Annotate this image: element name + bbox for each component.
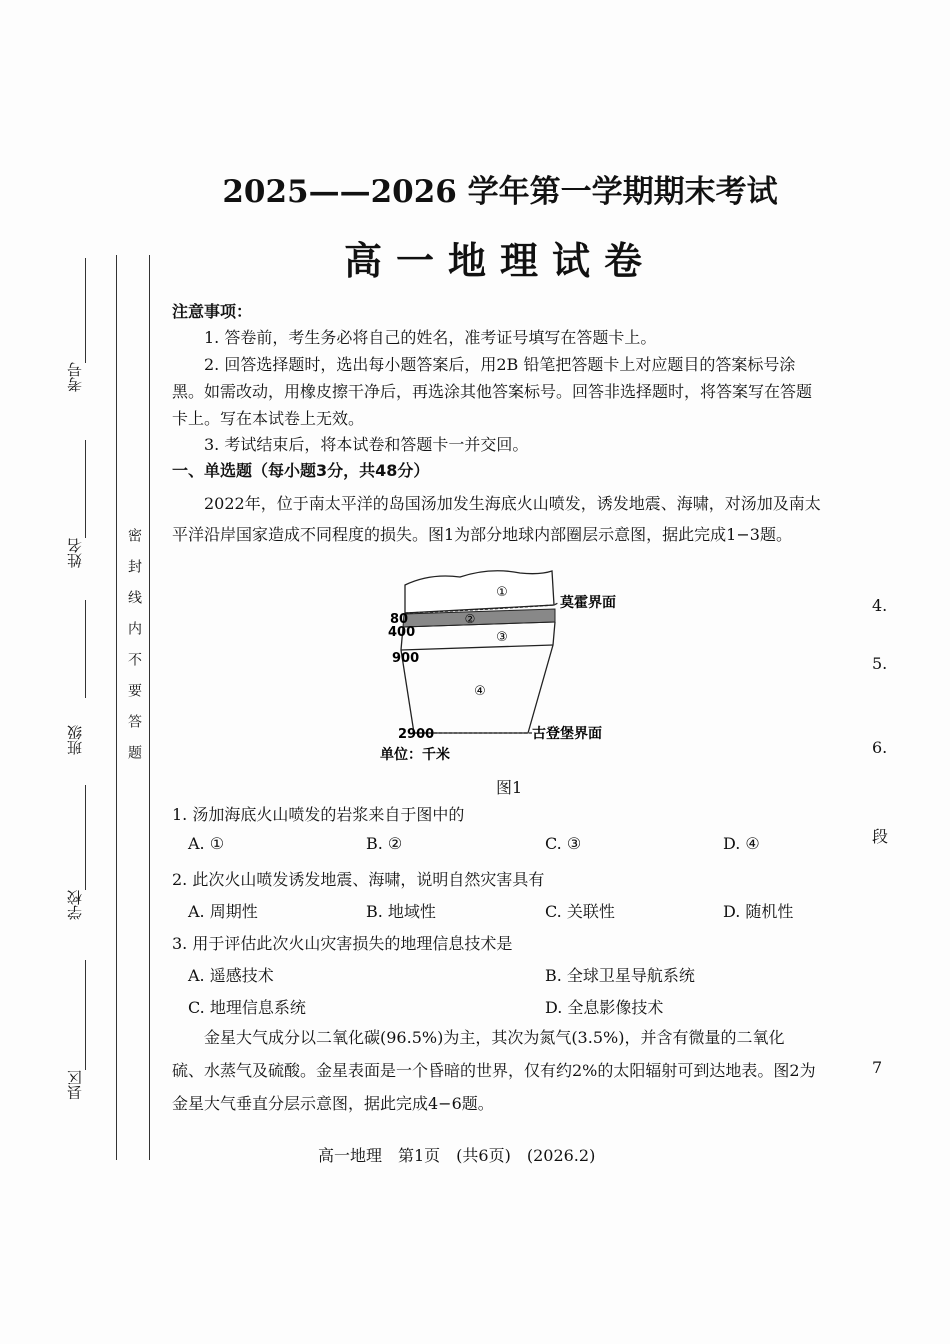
depth-80-label: 80 <box>390 612 409 627</box>
layer-3-label: ③ <box>496 630 508 645</box>
margin-mark: 5. <box>872 654 888 673</box>
intro-line: 平洋沿岸国家造成不同程度的损失。图1为部分地球内部圈层示意图，据此完成1−3题。 <box>172 525 792 544</box>
notice-line: 1. 答卷前，考生务必将自己的姓名，准考证号填写在答题卡上。 <box>204 328 657 347</box>
margin-mark: 7 <box>872 1058 883 1077</box>
depth-400-label: 400 <box>388 625 416 640</box>
exam-number-label: 考号 <box>66 362 84 392</box>
field-underline <box>85 600 86 698</box>
binding-line-right <box>149 255 150 1160</box>
subject-title: 高一地理试卷 <box>343 238 656 283</box>
field-underline <box>85 440 86 538</box>
class-label: 班级 <box>66 725 84 755</box>
name-label: 姓名 <box>66 538 84 568</box>
question-stem: 3. 用于评估此次火山灾害损失的地理信息技术是 <box>172 934 513 953</box>
option: C. ③ <box>545 834 582 853</box>
section-heading: 一、单选题（每小题3分，共48分） <box>172 461 430 480</box>
field-underline <box>85 960 86 1070</box>
earth-layers-diagram <box>380 565 650 765</box>
option: B. 地域性 <box>366 902 436 921</box>
margin-mark: 段 <box>872 827 889 846</box>
figure-caption: 图1 <box>496 778 523 797</box>
option: B. ② <box>366 834 403 853</box>
page-footer: 高一地理 第1页 (共6页) (2026.2) <box>318 1146 596 1165</box>
notice-line: 卡上。写在本试卷上无效。 <box>172 409 365 428</box>
layer-3-bottom <box>401 645 553 650</box>
moho-label: 莫霍界面 <box>560 595 616 611</box>
option: D. ④ <box>723 834 760 853</box>
notice-heading: 注意事项： <box>172 302 253 321</box>
layer-2-label: ② <box>464 612 476 626</box>
passage-line: 硫、水蒸气及硫酸。金星表面是一个昏暗的世界，仅有约2%的太阳辐射可到达地表。图2为 <box>172 1061 816 1080</box>
gutenberg-label: 古登堡界面 <box>532 726 602 742</box>
intro-line: 2022年，位于南太平洋的岛国汤加发生海底火山喷发，诱发地震、海啸，对汤加及南太 <box>204 494 821 513</box>
county-label: 县区 <box>66 1070 84 1100</box>
layer-4-label: ④ <box>474 684 486 699</box>
unit-label: 单位：千米 <box>380 747 450 763</box>
school-label: 学校 <box>66 890 84 920</box>
question-stem: 2. 此次火山喷发诱发地震、海啸，说明自然灾害具有 <box>172 870 545 889</box>
option: D. 全息影像技术 <box>545 998 664 1017</box>
option: C. 关联性 <box>545 902 615 921</box>
margin-mark: 6. <box>872 738 888 757</box>
option: A. 周期性 <box>188 902 258 921</box>
field-underline <box>85 785 86 890</box>
notice-line: 黑。如需改动，用橡皮擦干净后，再选涂其他答案标号。回答非选择题时，将答案写在答题 <box>172 382 813 401</box>
option: C. 地理信息系统 <box>188 998 306 1017</box>
exam-title: 2025——2026 学年第一学期期末考试 <box>222 174 778 210</box>
question-stem: 1. 汤加海底火山喷发的岩浆来自于图中的 <box>172 805 465 824</box>
option: A. ① <box>188 834 225 853</box>
depth-2900-label: 2900 <box>398 727 435 742</box>
mantle-outline <box>401 622 555 733</box>
notice-line: 3. 考试结束后，将本试卷和答题卡一并交回。 <box>204 435 529 454</box>
layer-1-label: ① <box>496 585 508 600</box>
option: D. 随机性 <box>723 902 794 921</box>
option: B. 全球卫星导航系统 <box>545 966 695 985</box>
binding-line-left <box>116 255 117 1160</box>
depth-900-label: 900 <box>392 651 420 666</box>
passage-line: 金星大气垂直分层示意图，据此完成4−6题。 <box>172 1094 494 1113</box>
seal-notice: 密封线内不要答题 <box>126 528 142 776</box>
margin-mark: 4. <box>872 596 888 615</box>
passage-line: 金星大气成分以二氧化碳(96.5%)为主，其次为氮气(3.5%)，并含有微量的二氧化 <box>204 1028 785 1047</box>
option: A. 遥感技术 <box>188 966 274 985</box>
notice-line: 2. 回答选择题时，选出每小题答案后，用2B 铅笔把答题卡上对应题目的答案标号涂 <box>204 355 796 374</box>
